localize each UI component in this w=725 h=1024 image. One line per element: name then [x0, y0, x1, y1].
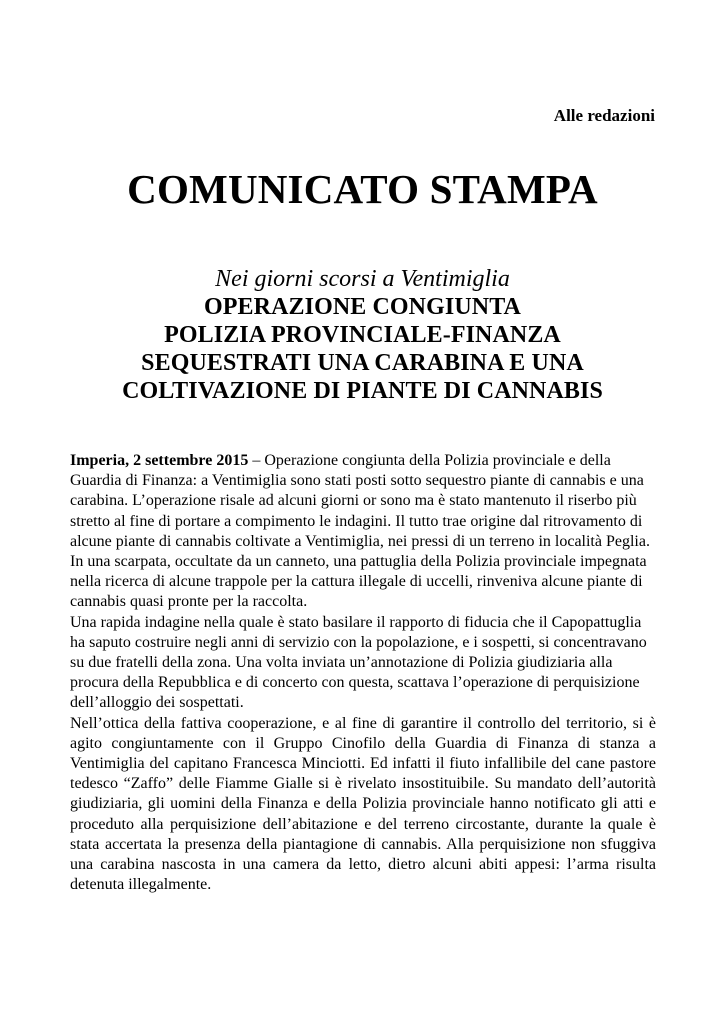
headline-line-4: COLTIVAZIONE DI PIANTE DI CANNABIS [122, 378, 603, 404]
headline-line-1: OPERAZIONE CONGIUNTA [204, 294, 521, 320]
body-paragraph-1 [70, 451, 656, 613]
body-paragraph-2: Una rapida indagine nella quale è stato basilare il rapporto di fiducia che il Capopattuglia ha saputo costruire negli anni di servizio con la popolazione, e i sospetti, si concentravano su due fratelli della zona. Una volta inviata un’annotazione di Polizia giudiziaria alla procura della Repubblica e di concerto con questa, scattava l’operazione di perquisizione dell’alloggio dei sospettati. [70, 613, 647, 712]
dateline: Imperia, 2 settembre 2015 [70, 452, 249, 469]
subtitle-block [0, 265, 725, 405]
headline-line-2: POLIZIA PROVINCIALE-FINANZA [164, 322, 561, 348]
headline-line-3: SEQUESTRATI UNA CARABINA E UNA [141, 350, 584, 376]
document-title: COMUNICATO STAMPA [127, 166, 598, 212]
body-text [70, 451, 656, 895]
body-paragraph-3: Nell’ottica della fattiva cooperazione, e al fine di garantire il controllo del territorio, si è agito congiuntamente con il Gruppo Cinofilo della Guardia di Finanza di stanza a Ventimiglia del capitano Francesca Minciotti. Ed infatti il fiuto infallibile del cane pastore tedesco “Zaffo” delle Fiamme Gialle si è rivelato insostituibile. Su mandato dell’autorità giudiziaria, gli uomini della Finanza e della Polizia provinciale hanno notificato gli atti e proceduto alla perquisizione dell’abitazione e del terreno circostante, durante la quale è stata accertata la presenza della piantagione di cannabis. Alla perquisizione non sfuggiva una carabina nascosta in una camera da letto, dietro alcuni abiti appesi: l’arma risulta detenuta illegalmente. [70, 714, 656, 894]
addressee-line: Alle redazioni [553, 106, 655, 125]
subtitle-italic: Nei giorni scorsi a Ventimiglia [215, 266, 510, 292]
paragraph-1-text: – Operazione congiunta della Polizia provinciale e della Guardia di Finanza: a Ventimiglia sono stati posti sotto sequestro piante di cannabis e una carabina. L’operazione risale ad alcuni giorni or sono ma è stato mantenuto il riserbo più stretto al fine di portare a compimento le indagini. Il tutto trae origine dal ritrovamento di alcune piante di cannabis coltivate a Ventimiglia, nei pressi di un terreno in località Peglia. In una scarpata, occultate da un canneto, una pattuglia della Polizia provinciale impegnata nella ricerca di alcune trappole per la cattura illegale di uccelli, rinveniva alcune piante di cannabis quasi pronte per la raccolta. [70, 452, 650, 611]
